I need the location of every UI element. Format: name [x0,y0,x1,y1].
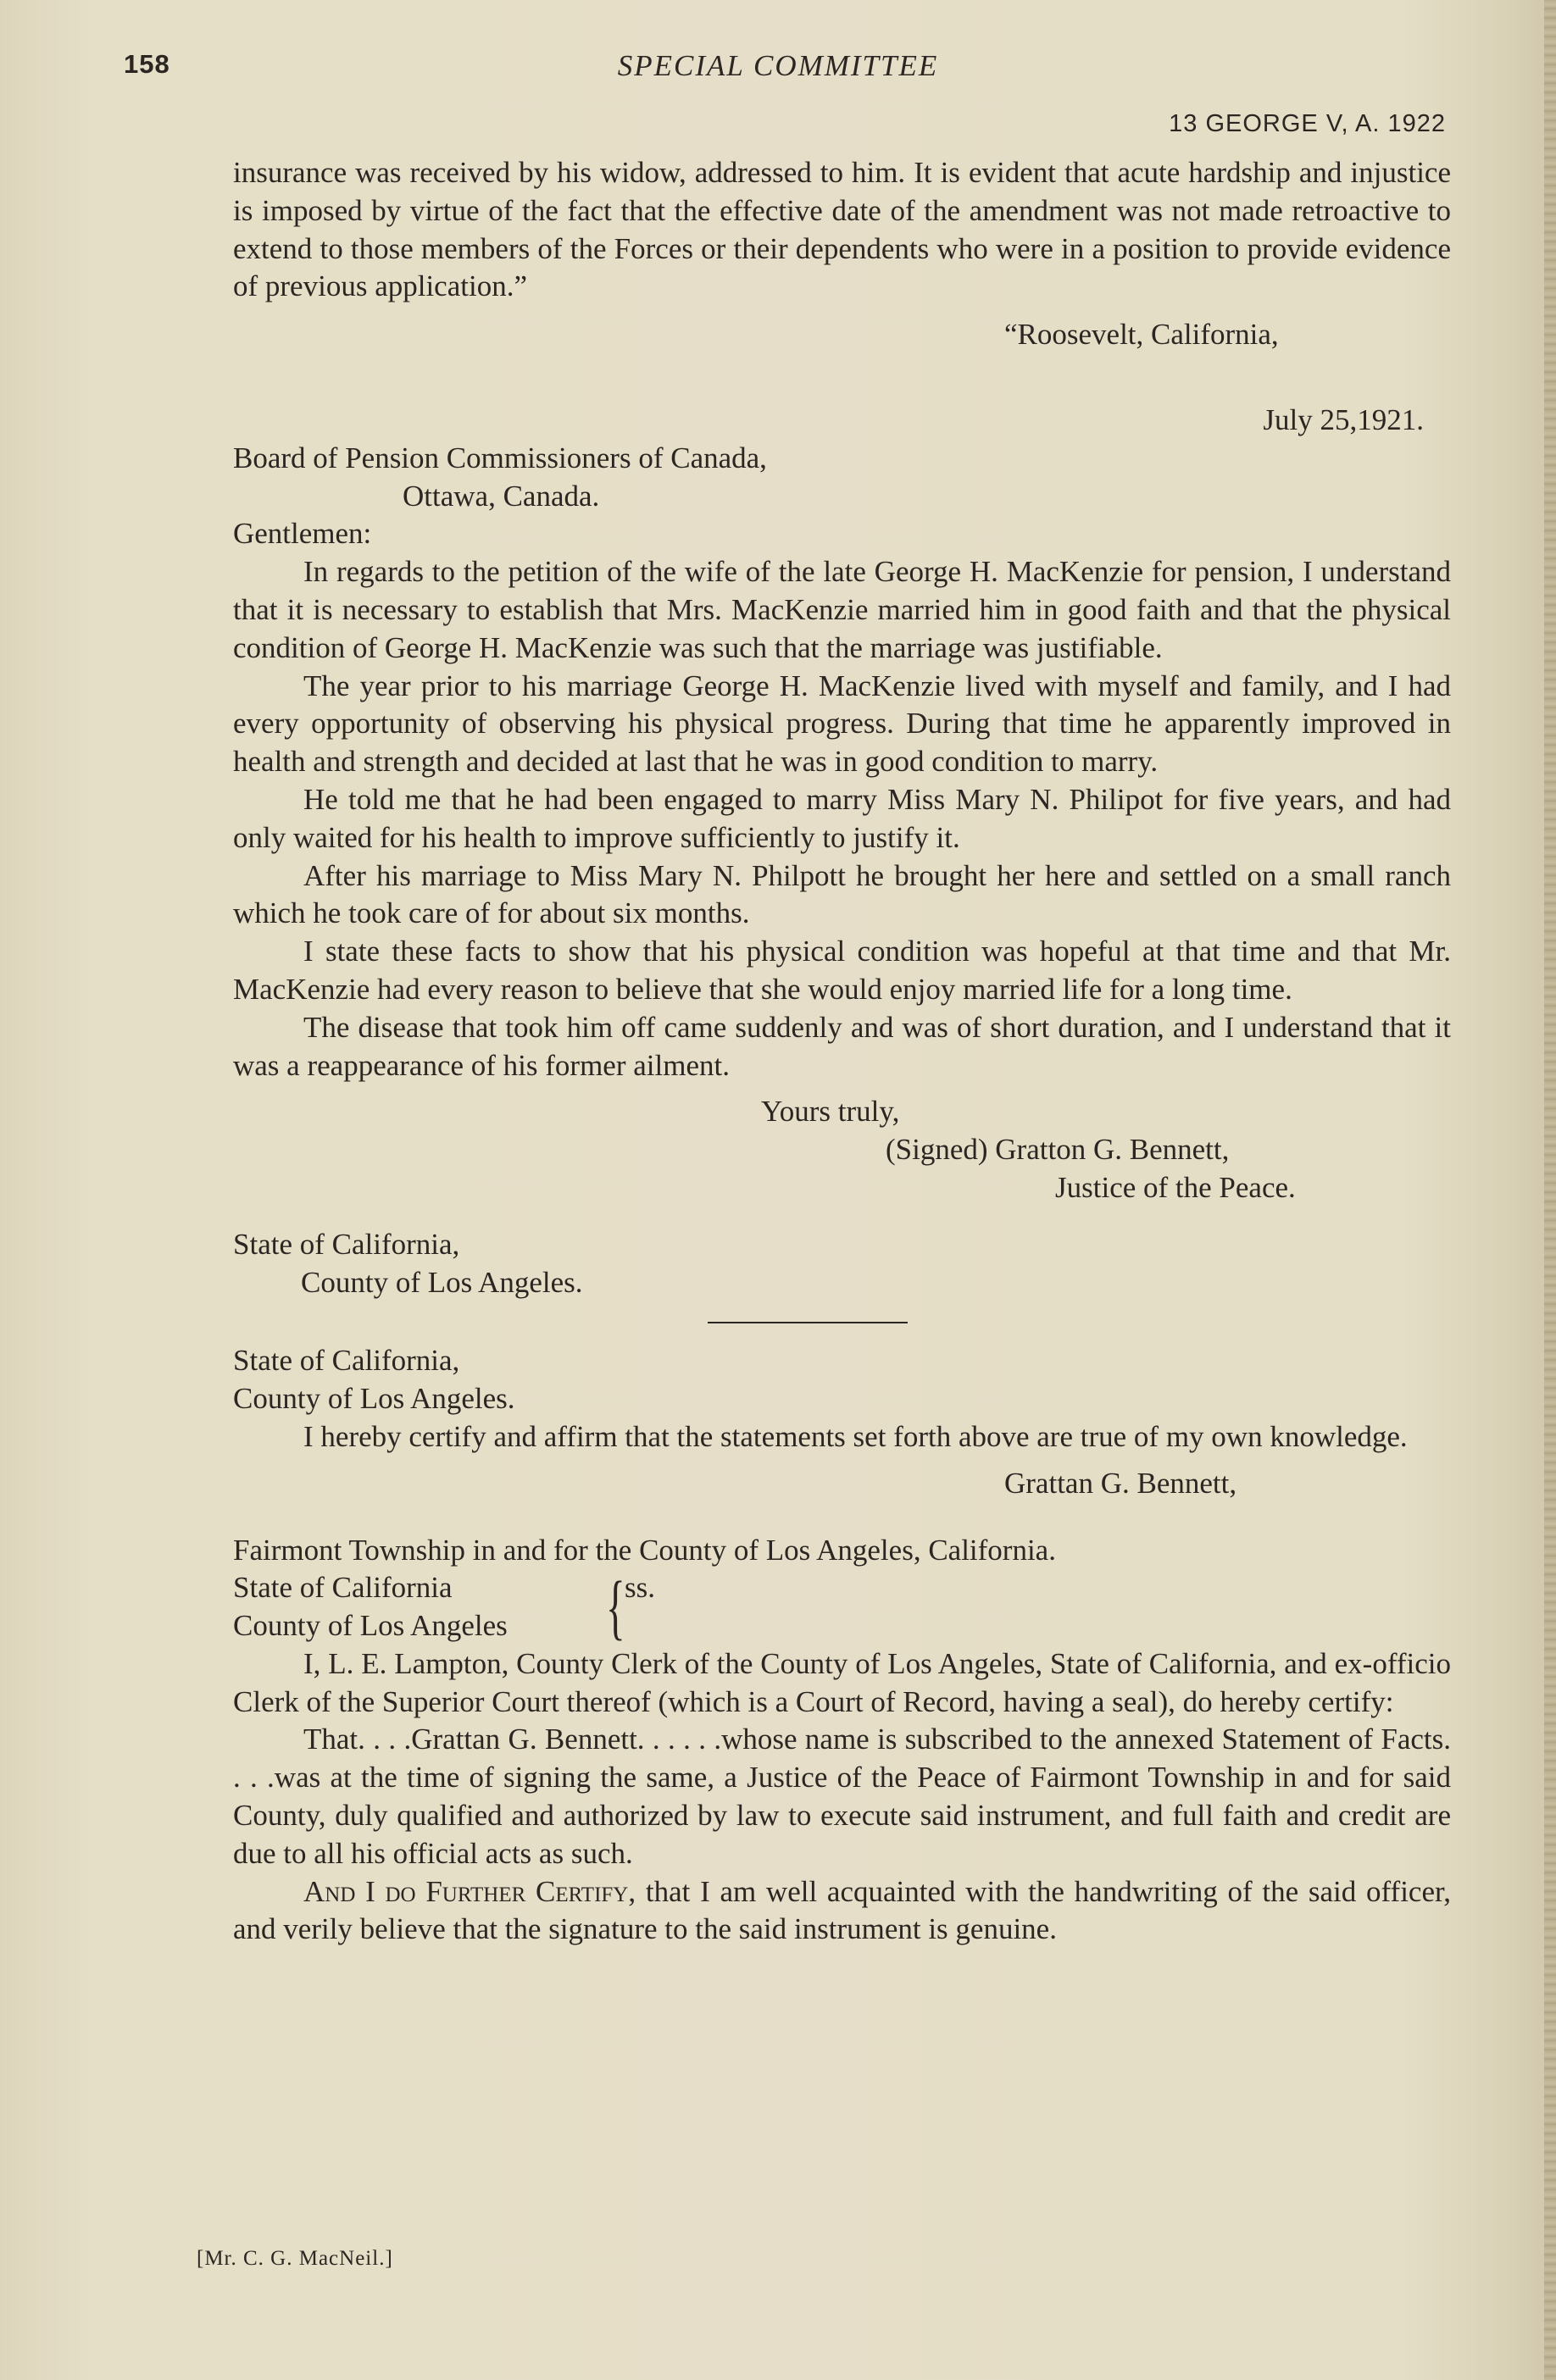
letter-paragraph-5: I state these facts to show that his physical condition was hopeful at that time and that Mr. MacKenzie had every reason to believe that she would enjoy married life for a long time. [233,935,1451,1006]
letter-place: “Roosevelt, California, [1004,318,1279,352]
opening-paragraph: insurance was received by his widow, addressed to him. It is evident that acute hardship and injustice is imposed by virtue of the fact that the effective date of the amendment was not made retroactive to extend to those members of the Forces or their dependents who were in a position to provide evidence of previous application.” [233,156,1451,303]
signer-title: Justice of the Peace. [1055,1170,1296,1204]
ss-state: State of California [233,1571,453,1605]
venue-b-state: State of California, [233,1344,460,1378]
letter-paragraph-3: He told me that he had been engaged to marry Miss Mary N. Philipot for five years, and had only waited for his health to improve sufficiently to justify it. [233,782,1451,854]
page-number: 158 [124,49,170,79]
venue-block [233,1566,1451,1648]
venue-a-county: County of Los Angeles. [301,1265,583,1299]
document-body [233,154,1451,1949]
clerk-paragraph: I, L. E. Lampton, County Clerk of the County of Los Angeles, State of California, and ex-officio Clerk of the Superior Court thereof (which is a Court of Record, having a seal), do hereby certify: [233,1646,1451,1718]
salutation: Gentlemen: [233,517,372,551]
further-lead: And I do Further Certify, [303,1874,636,1908]
further-paragraph [233,1873,1451,1950]
running-head: SPECIAL COMMITTEE [617,49,939,82]
further-rest: that I am well acquainted with the handwriting of the said officer, and verily believe that the signature to the said instrument is genuine. [233,1874,1451,1946]
letter-paragraph-4: After his marriage to Miss Mary N. Philpott he brought her here and settled on a small ranch which he took care of for about six months. [233,858,1451,930]
session-label: 13 GEORGE V, A. 1922 [1169,110,1446,137]
addressee-line-2: Ottawa, Canada. [403,479,600,513]
signed-line: (Signed) Gratton G. Bennett, [886,1133,1230,1167]
certification-paragraph: I hereby certify and affirm that the statements set forth above are true of my own knowledge. [303,1419,1408,1453]
divider-rule [708,1322,908,1323]
venue-b-county: County of Los Angeles. [233,1382,515,1416]
venue-a-state: State of California, [233,1227,460,1261]
ss-label: ss. [625,1571,655,1605]
letter-date: July 25,1921. [1263,402,1424,436]
closing: Yours truly, [761,1095,900,1129]
township-line: Fairmont Township in and for the County of Los Angeles, California. [233,1533,1056,1567]
ss-county: County of Los Angeles [233,1609,508,1643]
letter-paragraph-6: The disease that took him off came suddenly and was of short duration, and I understand that it was a reappearance of his former ailment. [233,1010,1451,1082]
that-paragraph: That. . . .Grattan G. Bennett. . . . . .whose name is subscribed to the annexed Statement of Facts. . . .was at the time of signing the same, a Justice of the Peace of Fairmont Township in and for said County, duly qualified and authorized by law to execute said instrument, and full faith and credit are due to all his official acts as such. [233,1723,1451,1870]
addressee-line-1: Board of Pension Commissioners of Canada, [233,441,767,474]
letter-paragraph-2: The year prior to his marriage George H. MacKenzie lived with myself and family, and I had every opportunity of observing his physical progress. During that time he apparently improved in health and strength and decided at last that he was in good condition to marry. [233,669,1451,779]
page-edge [1544,0,1556,2380]
letter-paragraph-1: In regards to the petition of the wife of the late George H. MacKenzie for pension, I understand that it is necessary to establish that Mrs. MacKenzie married him in good faith and that the physical condition of George H. MacKenzie was such that the marriage was justifiable. [233,555,1451,664]
signature-line: Grattan G. Bennett, [1004,1466,1237,1500]
speaker-footer: [Mr. C. G. MacNeil.] [197,2247,393,2270]
brace-glyph: { [606,1566,625,1648]
